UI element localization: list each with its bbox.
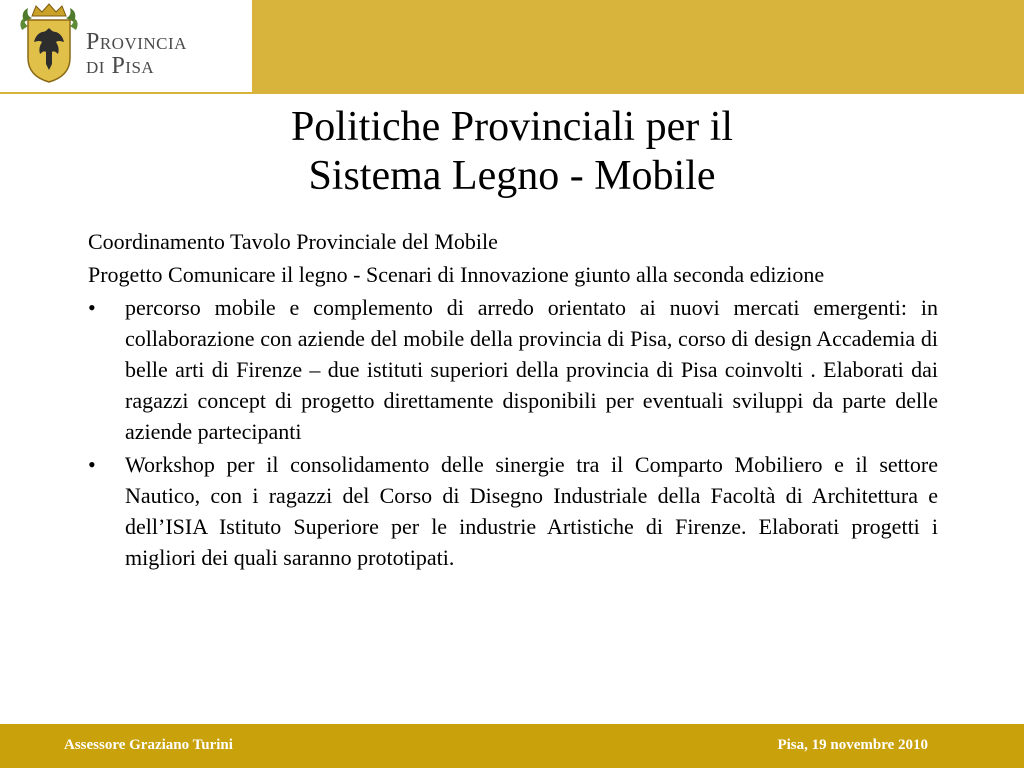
body-paragraph: Progetto Comunicare il legno - Scenari di Innovazione giunto alla seconda edizione xyxy=(88,262,825,287)
org-name-line1: Provincia xyxy=(86,29,187,55)
coat-of-arms-icon xyxy=(18,2,80,84)
header-gold-band xyxy=(252,0,1024,92)
title-line2: Sistema Legno - Mobile xyxy=(308,153,716,199)
title-line1: Politiche Provinciali per il xyxy=(290,104,734,150)
organization-name xyxy=(86,30,187,78)
slide-body xyxy=(88,226,938,575)
bullet-text: percorso mobile e complemento di arredo orientato ai nuovi mercati emergenti: in collaborazione con aziende del mobile della provincia di Pisa, corso di design Accademia di belle arti di Firenze – due istituti superiori della provincia di Pisa coinvolti . Elaborati dai ragazzi concept di progetto direttamente disponibili per eventuali sviluppi da parte delle aziende partecipanti xyxy=(125,295,938,444)
bullet-marker: • xyxy=(88,295,96,320)
footer-date: Pisa, 19 novembre 2010 xyxy=(777,737,928,753)
bullet-item xyxy=(88,449,938,573)
bullet-item xyxy=(88,292,938,447)
bullet-marker: • xyxy=(88,452,96,477)
org-name-line2: di Pisa xyxy=(86,53,155,79)
slide-title xyxy=(0,103,1024,201)
footer-author: Assessore Graziano Turini xyxy=(64,737,233,753)
footer-bar xyxy=(0,724,1024,768)
logo-area xyxy=(0,0,252,92)
bullet-text: Workshop per il consolidamento delle sinergie tra il Comparto Mobiliero e il settore Nautico, con i ragazzi del Corso di Disegno Industriale della Facoltà di Architettura e dell’ISIA Istituto Superiore per le industrie Artistiche di Firenze. Elaborati progetti i migliori dei quali saranno prototipati. xyxy=(125,452,938,570)
header-bar xyxy=(0,0,1024,93)
body-paragraph: Coordinamento Tavolo Provinciale del Mobile xyxy=(88,229,498,254)
header-divider xyxy=(0,92,1024,94)
